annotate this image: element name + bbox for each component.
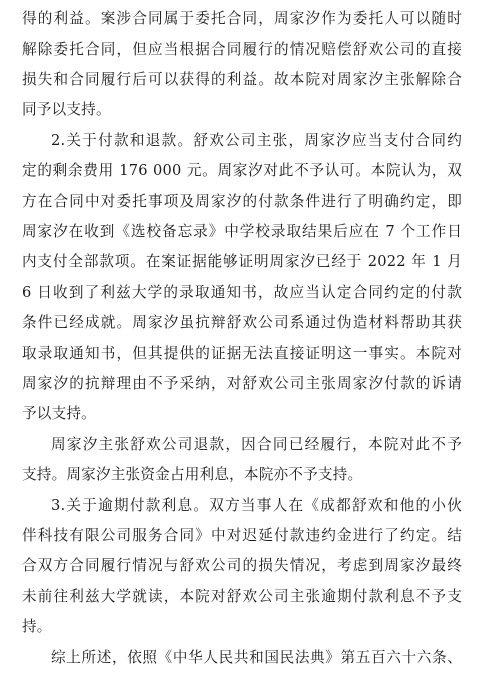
text-line: 定的剩余费用 176 000 元。周家汐对此不予认可。本院认为，双	[22, 162, 462, 179]
text-line: 周家汐的抗辩理由不予采纳，对舒欢公司主张周家汐付款的诉请	[22, 375, 462, 392]
paragraph-start-line: 综上所述，依照《中华人民共和国民法典》第五百六十六条、	[51, 649, 462, 666]
text-line: 周家汐在收到《选校备忘录》中学校录取结果后应在 7 个工作日	[22, 223, 462, 240]
paragraph-start-line: 3.关于逾期付款利息。双方当事人在《成都舒欢和他的小伙	[51, 497, 462, 514]
text-line: 合双方合同履行情况与舒欢公司的损失情况，考虑到周家汐最终	[22, 557, 462, 574]
text-line: 内支付全部款项。在案证据能够证明周家汐已经于 2022 年 1 月	[22, 253, 462, 270]
text-line: 取录取通知书，但其提供的证据无法直接证明这一事实。本院对	[22, 345, 462, 362]
text-line: 伴科技有限公司服务合同》中对迟延付款违约金进行了约定。结	[22, 527, 462, 544]
text-line: 6 日收到了利兹大学的录取通知书，故应当认定合同约定的付款	[22, 284, 462, 301]
text-line: 予以支持。	[22, 405, 96, 422]
text-line: 未前往利兹大学就读，本院对舒欢公司主张逾期付款利息不予支	[22, 588, 462, 605]
text-line: 损失和合同履行后可以获得的利益。故本院对周家汐主张解除合	[22, 71, 462, 88]
text-line: 同予以支持。	[22, 101, 111, 118]
text-line: 支持。周家汐主张资金占用利息，本院亦不予支持。	[22, 466, 363, 483]
text-line: 解除委托合同，但应当根据合同履行的情况赔偿舒欢公司的直接	[22, 41, 462, 58]
text-line: 持。	[22, 618, 52, 635]
paragraph-start-line: 周家汐主张舒欢公司退款，因合同已经履行，本院对此不予	[51, 436, 462, 453]
text-line: 条件已经成就。周家汐虽抗辩舒欢公司系通过伪造材料帮助其获	[22, 314, 462, 331]
text-line: 方在合同中对委托事项及周家汐的付款条件进行了明确约定，即	[22, 193, 462, 210]
paragraph-start-line: 2.关于付款和退款。舒欢公司主张，周家汐应当支付合同约	[51, 132, 462, 149]
text-line: 得的利益。案涉合同属于委托合同，周家汐作为委托人可以随时	[22, 10, 462, 27]
